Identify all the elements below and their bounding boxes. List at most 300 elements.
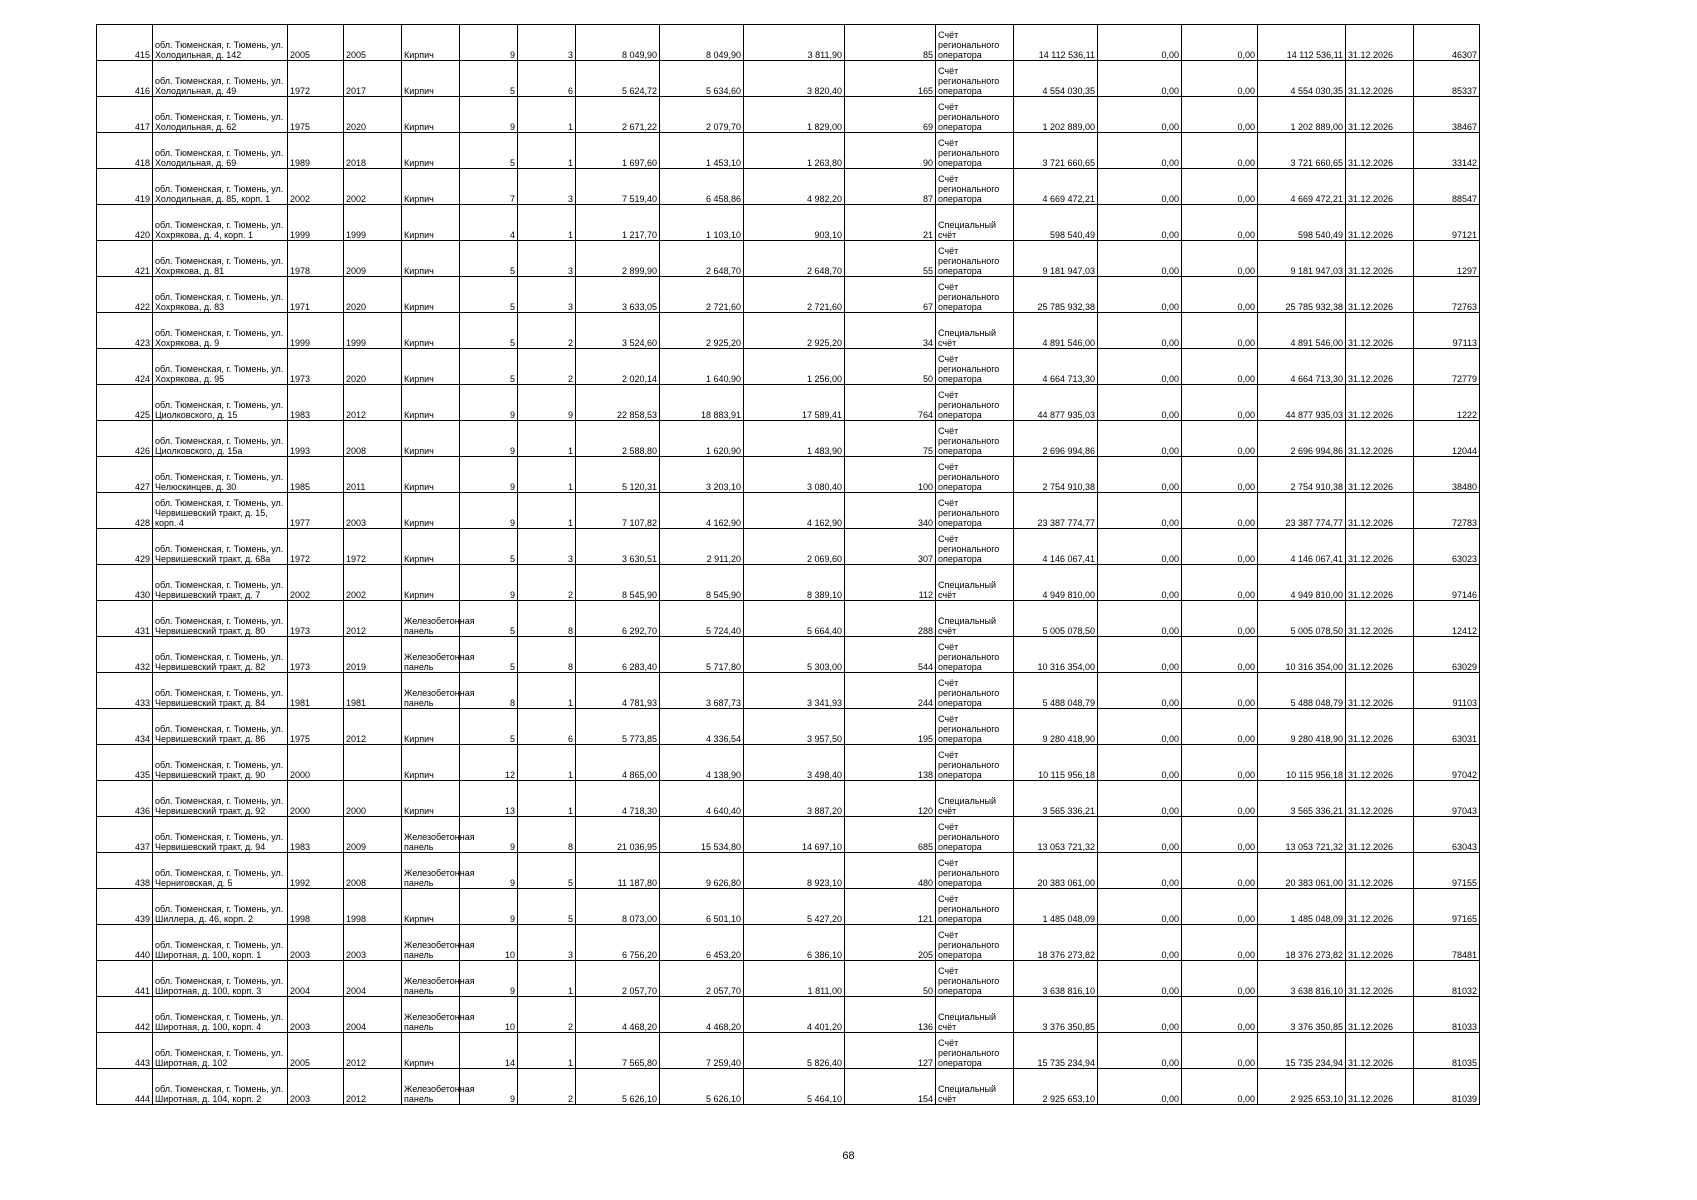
cell-residential-area: 1 640,90	[660, 349, 744, 385]
cell-wall-material: Железобетонная панель	[402, 601, 460, 637]
cell-owner-cost: 4 669 472,21	[1258, 169, 1346, 205]
cell-floors: 5	[460, 349, 518, 385]
cell-fund-method: Счёт регионального оператора	[936, 889, 1014, 925]
cell-wall-material: Кирпич	[402, 169, 460, 205]
table-row	[97, 1069, 1480, 1105]
cell-wall-material: Железобетонная панель	[402, 637, 460, 673]
cell-entrances: 3	[518, 277, 576, 313]
cell-floors: 12	[460, 745, 518, 781]
cell-reconstruction-year: 1998	[344, 889, 402, 925]
table-row	[97, 313, 1480, 349]
table-row	[97, 1033, 1480, 1069]
table-row	[97, 205, 1480, 241]
cell-residents: 244	[845, 673, 936, 709]
cell-total-area: 4 468,20	[576, 997, 660, 1033]
cell-build-year: 1975	[288, 97, 344, 133]
cell-floors: 9	[460, 817, 518, 853]
cell-fund-method: Счёт регионального оператора	[936, 241, 1014, 277]
cell-owner-area: 3 811,90	[744, 25, 845, 61]
cell-build-year: 1973	[288, 637, 344, 673]
cell-regional-cost: 0,00	[1182, 961, 1258, 997]
cell-owner-cost: 598 540,49	[1258, 205, 1346, 241]
cell-build-year: 2005	[288, 1033, 344, 1069]
cell-federal-cost: 0,00	[1098, 421, 1182, 457]
cell-residents: 85	[845, 25, 936, 61]
cell-regional-cost: 0,00	[1182, 673, 1258, 709]
cell-wall-material: Железобетонная панель	[402, 673, 460, 709]
cell-address: обл. Тюменская, г. Тюмень, ул. Хохрякова, д. 83	[153, 277, 288, 313]
cell-total-area: 8 545,90	[576, 565, 660, 601]
cell-build-year: 1983	[288, 817, 344, 853]
cell-fund-method: Специальный счёт	[936, 205, 1014, 241]
cell-entrances: 1	[518, 457, 576, 493]
cell-reconstruction-year: 2003	[344, 925, 402, 961]
cell-row-number: 439	[97, 889, 153, 925]
table-row	[97, 637, 1480, 673]
cell-regional-cost: 0,00	[1182, 133, 1258, 169]
cell-row-number: 434	[97, 709, 153, 745]
cell-fund-method: Счёт регионального оператора	[936, 637, 1014, 673]
cell-regional-cost: 0,00	[1182, 25, 1258, 61]
cell-reconstruction-year: 2017	[344, 61, 402, 97]
cell-row-number: 437	[97, 817, 153, 853]
cell-floors: 5	[460, 601, 518, 637]
cell-entrances: 3	[518, 169, 576, 205]
cell-federal-cost: 0,00	[1098, 961, 1182, 997]
cell-reconstruction-year: 2012	[344, 709, 402, 745]
cell-house-code: 97113	[1414, 313, 1480, 349]
cell-entrances: 1	[518, 205, 576, 241]
cell-fund-method: Специальный счёт	[936, 565, 1014, 601]
cell-build-year: 2004	[288, 961, 344, 997]
cell-federal-cost: 0,00	[1098, 889, 1182, 925]
cell-entrances: 1	[518, 97, 576, 133]
cell-deadline: 31.12.2026	[1346, 961, 1414, 997]
cell-regional-cost: 0,00	[1182, 97, 1258, 133]
cell-address: обл. Тюменская, г. Тюмень, ул. Червишевский тракт, д. 84	[153, 673, 288, 709]
cell-house-code: 97043	[1414, 781, 1480, 817]
cell-federal-cost: 0,00	[1098, 313, 1182, 349]
cell-deadline: 31.12.2026	[1346, 817, 1414, 853]
cell-fund-method: Счёт регионального оператора	[936, 1033, 1014, 1069]
table-row	[97, 61, 1480, 97]
cell-owner-area: 3 341,93	[744, 673, 845, 709]
cell-reconstruction-year	[344, 745, 402, 781]
cell-residential-area: 5 634,60	[660, 61, 744, 97]
cell-owner-area: 5 664,40	[744, 601, 845, 637]
cell-total-area: 6 283,40	[576, 637, 660, 673]
cell-entrances: 8	[518, 601, 576, 637]
cell-reconstruction-year: 2012	[344, 601, 402, 637]
cell-row-number: 427	[97, 457, 153, 493]
cell-house-code: 38467	[1414, 97, 1480, 133]
cell-address: обл. Тюменская, г. Тюмень, ул. Червишевский тракт, д. 15, корп. 4	[153, 493, 288, 529]
cell-regional-cost: 0,00	[1182, 61, 1258, 97]
cell-build-year: 1993	[288, 421, 344, 457]
cell-reconstruction-year: 2019	[344, 637, 402, 673]
cell-house-code: 63043	[1414, 817, 1480, 853]
cell-federal-cost: 0,00	[1098, 61, 1182, 97]
cell-house-code: 81039	[1414, 1069, 1480, 1105]
cell-owner-cost: 5 005 078,50	[1258, 601, 1346, 637]
cell-total-cost: 15 735 234,94	[1014, 1033, 1098, 1069]
cell-address: обл. Тюменская, г. Тюмень, ул. Холодильная, д. 69	[153, 133, 288, 169]
cell-wall-material: Кирпич	[402, 529, 460, 565]
cell-build-year: 1998	[288, 889, 344, 925]
cell-total-cost: 2 696 994,86	[1014, 421, 1098, 457]
cell-build-year: 1999	[288, 313, 344, 349]
table-body	[97, 25, 1480, 1105]
cell-owner-area: 3 080,40	[744, 457, 845, 493]
cell-residents: 127	[845, 1033, 936, 1069]
cell-owner-cost: 4 554 030,35	[1258, 61, 1346, 97]
cell-entrances: 5	[518, 853, 576, 889]
cell-total-area: 4 718,30	[576, 781, 660, 817]
cell-wall-material: Кирпич	[402, 421, 460, 457]
cell-row-number: 441	[97, 961, 153, 997]
cell-total-cost: 4 554 030,35	[1014, 61, 1098, 97]
cell-deadline: 31.12.2026	[1346, 61, 1414, 97]
cell-fund-method: Счёт регионального оператора	[936, 961, 1014, 997]
table-row	[97, 709, 1480, 745]
cell-total-area: 1 217,70	[576, 205, 660, 241]
cell-owner-cost: 14 112 536,11	[1258, 25, 1346, 61]
cell-fund-method: Счёт регионального оператора	[936, 277, 1014, 313]
cell-residents: 195	[845, 709, 936, 745]
cell-row-number: 415	[97, 25, 153, 61]
cell-residential-area: 4 138,90	[660, 745, 744, 781]
cell-total-cost: 3 376 350,85	[1014, 997, 1098, 1033]
cell-reconstruction-year: 2008	[344, 853, 402, 889]
cell-residential-area: 8 049,90	[660, 25, 744, 61]
cell-regional-cost: 0,00	[1182, 529, 1258, 565]
cell-house-code: 88547	[1414, 169, 1480, 205]
cell-floors: 9	[460, 1069, 518, 1105]
cell-fund-method: Счёт регионального оператора	[936, 493, 1014, 529]
cell-wall-material: Кирпич	[402, 97, 460, 133]
cell-build-year: 2000	[288, 781, 344, 817]
cell-residents: 138	[845, 745, 936, 781]
cell-total-area: 1 697,60	[576, 133, 660, 169]
cell-build-year: 1978	[288, 241, 344, 277]
cell-federal-cost: 0,00	[1098, 601, 1182, 637]
cell-deadline: 31.12.2026	[1346, 889, 1414, 925]
cell-owner-cost: 4 664 713,30	[1258, 349, 1346, 385]
cell-entrances: 8	[518, 817, 576, 853]
page-number: 68	[842, 1150, 855, 1162]
cell-address: обл. Тюменская, г. Тюмень, ул. Хохрякова, д. 81	[153, 241, 288, 277]
cell-reconstruction-year: 2009	[344, 817, 402, 853]
cell-federal-cost: 0,00	[1098, 169, 1182, 205]
cell-residents: 75	[845, 421, 936, 457]
cell-build-year: 1972	[288, 529, 344, 565]
cell-house-code: 78481	[1414, 925, 1480, 961]
cell-row-number: 435	[97, 745, 153, 781]
cell-entrances: 9	[518, 385, 576, 421]
table-row	[97, 817, 1480, 853]
cell-fund-method: Счёт регионального оператора	[936, 97, 1014, 133]
cell-owner-area: 5 826,40	[744, 1033, 845, 1069]
housing-registry-table	[96, 24, 1480, 1105]
cell-owner-cost: 9 181 947,03	[1258, 241, 1346, 277]
cell-deadline: 31.12.2026	[1346, 97, 1414, 133]
cell-fund-method: Счёт регионального оператора	[936, 529, 1014, 565]
cell-deadline: 31.12.2026	[1346, 133, 1414, 169]
cell-residents: 21	[845, 205, 936, 241]
table-row	[97, 925, 1480, 961]
cell-total-cost: 4 664 713,30	[1014, 349, 1098, 385]
cell-owner-cost: 3 721 660,65	[1258, 133, 1346, 169]
cell-owner-area: 1 263,80	[744, 133, 845, 169]
cell-residential-area: 5 626,10	[660, 1069, 744, 1105]
cell-total-area: 8 073,00	[576, 889, 660, 925]
cell-total-area: 2 057,70	[576, 961, 660, 997]
cell-house-code: 12412	[1414, 601, 1480, 637]
cell-floors: 5	[460, 277, 518, 313]
cell-deadline: 31.12.2026	[1346, 997, 1414, 1033]
cell-total-area: 22 858,53	[576, 385, 660, 421]
cell-owner-area: 4 162,90	[744, 493, 845, 529]
cell-residential-area: 1 103,10	[660, 205, 744, 241]
cell-reconstruction-year: 2002	[344, 169, 402, 205]
cell-total-cost: 3 565 336,21	[1014, 781, 1098, 817]
cell-wall-material: Кирпич	[402, 205, 460, 241]
cell-row-number: 438	[97, 853, 153, 889]
cell-total-cost: 1 202 889,00	[1014, 97, 1098, 133]
cell-floors: 5	[460, 637, 518, 673]
cell-entrances: 1	[518, 961, 576, 997]
cell-house-code: 97155	[1414, 853, 1480, 889]
cell-deadline: 31.12.2026	[1346, 781, 1414, 817]
cell-address: обл. Тюменская, г. Тюмень, ул. Холодильная, д. 85, корп. 1	[153, 169, 288, 205]
cell-owner-area: 5 427,20	[744, 889, 845, 925]
cell-reconstruction-year: 1999	[344, 313, 402, 349]
cell-wall-material: Кирпич	[402, 25, 460, 61]
cell-residents: 340	[845, 493, 936, 529]
cell-address: обл. Тюменская, г. Тюмень, ул. Холодильная, д. 142	[153, 25, 288, 61]
cell-address: обл. Тюменская, г. Тюмень, ул. Червишевский тракт, д. 82	[153, 637, 288, 673]
cell-reconstruction-year: 2009	[344, 241, 402, 277]
cell-residents: 50	[845, 961, 936, 997]
cell-fund-method: Специальный счёт	[936, 601, 1014, 637]
cell-residential-area: 1 453,10	[660, 133, 744, 169]
cell-floors: 5	[460, 133, 518, 169]
cell-fund-method: Счёт регионального оператора	[936, 385, 1014, 421]
cell-address: обл. Тюменская, г. Тюмень, ул. Хохрякова, д. 95	[153, 349, 288, 385]
cell-build-year: 2003	[288, 1069, 344, 1105]
cell-floors: 5	[460, 529, 518, 565]
cell-build-year: 1992	[288, 853, 344, 889]
cell-residential-area: 5 717,80	[660, 637, 744, 673]
cell-owner-cost: 20 383 061,00	[1258, 853, 1346, 889]
cell-owner-area: 14 697,10	[744, 817, 845, 853]
cell-residential-area: 2 648,70	[660, 241, 744, 277]
cell-wall-material: Железобетонная панель	[402, 1069, 460, 1105]
cell-federal-cost: 0,00	[1098, 493, 1182, 529]
cell-build-year: 1973	[288, 349, 344, 385]
cell-reconstruction-year: 2004	[344, 997, 402, 1033]
cell-regional-cost: 0,00	[1182, 169, 1258, 205]
table-row	[97, 349, 1480, 385]
cell-owner-cost: 13 053 721,32	[1258, 817, 1346, 853]
cell-total-area: 5 624,72	[576, 61, 660, 97]
table-row	[97, 385, 1480, 421]
cell-residential-area: 1 620,90	[660, 421, 744, 457]
cell-deadline: 31.12.2026	[1346, 349, 1414, 385]
cell-total-cost: 4 949 810,00	[1014, 565, 1098, 601]
cell-build-year: 1983	[288, 385, 344, 421]
cell-federal-cost: 0,00	[1098, 277, 1182, 313]
cell-build-year: 2003	[288, 997, 344, 1033]
cell-total-area: 3 633,05	[576, 277, 660, 313]
cell-regional-cost: 0,00	[1182, 277, 1258, 313]
cell-entrances: 8	[518, 637, 576, 673]
cell-address: обл. Тюменская, г. Тюмень, ул. Холодильная, д. 49	[153, 61, 288, 97]
cell-regional-cost: 0,00	[1182, 889, 1258, 925]
cell-deadline: 31.12.2026	[1346, 637, 1414, 673]
cell-build-year: 1989	[288, 133, 344, 169]
table-row	[97, 997, 1480, 1033]
cell-residents: 165	[845, 61, 936, 97]
cell-house-code: 97121	[1414, 205, 1480, 241]
table-row	[97, 601, 1480, 637]
cell-reconstruction-year: 2012	[344, 1033, 402, 1069]
cell-owner-cost: 4 949 810,00	[1258, 565, 1346, 601]
cell-federal-cost: 0,00	[1098, 385, 1182, 421]
cell-wall-material: Железобетонная панель	[402, 925, 460, 961]
cell-fund-method: Счёт регионального оператора	[936, 349, 1014, 385]
cell-total-area: 4 865,00	[576, 745, 660, 781]
cell-row-number: 428	[97, 493, 153, 529]
cell-row-number: 416	[97, 61, 153, 97]
cell-deadline: 31.12.2026	[1346, 25, 1414, 61]
cell-build-year: 2000	[288, 745, 344, 781]
cell-floors: 9	[460, 97, 518, 133]
cell-regional-cost: 0,00	[1182, 997, 1258, 1033]
cell-total-cost: 4 146 067,41	[1014, 529, 1098, 565]
cell-wall-material: Кирпич	[402, 493, 460, 529]
cell-owner-area: 1 256,00	[744, 349, 845, 385]
cell-federal-cost: 0,00	[1098, 529, 1182, 565]
cell-federal-cost: 0,00	[1098, 133, 1182, 169]
cell-deadline: 31.12.2026	[1346, 565, 1414, 601]
cell-fund-method: Счёт регионального оператора	[936, 853, 1014, 889]
cell-wall-material: Кирпич	[402, 277, 460, 313]
cell-build-year: 1999	[288, 205, 344, 241]
cell-row-number: 419	[97, 169, 153, 205]
cell-entrances: 5	[518, 889, 576, 925]
cell-house-code: 1297	[1414, 241, 1480, 277]
cell-owner-area: 1 811,00	[744, 961, 845, 997]
cell-address: обл. Тюменская, г. Тюмень, ул. Черниговская, д. 5	[153, 853, 288, 889]
cell-deadline: 31.12.2026	[1346, 241, 1414, 277]
cell-total-cost: 23 387 774,77	[1014, 493, 1098, 529]
cell-fund-method: Счёт регионального оператора	[936, 169, 1014, 205]
cell-owner-cost: 2 925 653,10	[1258, 1069, 1346, 1105]
cell-floors: 7	[460, 169, 518, 205]
cell-build-year: 1975	[288, 709, 344, 745]
cell-residents: 136	[845, 997, 936, 1033]
cell-address: обл. Тюменская, г. Тюмень, ул. Широтная, д. 100, корп. 3	[153, 961, 288, 997]
cell-row-number: 426	[97, 421, 153, 457]
cell-reconstruction-year: 2012	[344, 385, 402, 421]
table-row	[97, 169, 1480, 205]
cell-build-year: 2003	[288, 925, 344, 961]
cell-total-area: 3 630,51	[576, 529, 660, 565]
cell-owner-area: 903,10	[744, 205, 845, 241]
cell-house-code: 72763	[1414, 277, 1480, 313]
cell-fund-method: Счёт регионального оператора	[936, 61, 1014, 97]
cell-address: обл. Тюменская, г. Тюмень, ул. Циолковского, д. 15	[153, 385, 288, 421]
cell-regional-cost: 0,00	[1182, 853, 1258, 889]
cell-federal-cost: 0,00	[1098, 349, 1182, 385]
cell-floors: 10	[460, 925, 518, 961]
cell-reconstruction-year: 2008	[344, 421, 402, 457]
cell-reconstruction-year: 2002	[344, 565, 402, 601]
cell-owner-area: 17 589,41	[744, 385, 845, 421]
cell-row-number: 430	[97, 565, 153, 601]
table-row	[97, 133, 1480, 169]
cell-total-cost: 10 316 354,00	[1014, 637, 1098, 673]
cell-fund-method: Счёт регионального оператора	[936, 25, 1014, 61]
cell-house-code: 63029	[1414, 637, 1480, 673]
cell-federal-cost: 0,00	[1098, 205, 1182, 241]
cell-floors: 9	[460, 493, 518, 529]
cell-total-cost: 3 638 816,10	[1014, 961, 1098, 997]
cell-address: обл. Тюменская, г. Тюмень, ул. Червишевский тракт, д. 90	[153, 745, 288, 781]
cell-residents: 87	[845, 169, 936, 205]
table-row	[97, 853, 1480, 889]
cell-reconstruction-year: 2003	[344, 493, 402, 529]
cell-total-area: 3 524,60	[576, 313, 660, 349]
cell-total-area: 2 899,90	[576, 241, 660, 277]
cell-fund-method: Счёт регионального оператора	[936, 925, 1014, 961]
cell-entrances: 1	[518, 781, 576, 817]
cell-floors: 5	[460, 61, 518, 97]
cell-regional-cost: 0,00	[1182, 241, 1258, 277]
cell-fund-method: Счёт регионального оператора	[936, 745, 1014, 781]
cell-house-code: 97165	[1414, 889, 1480, 925]
cell-total-cost: 4 669 472,21	[1014, 169, 1098, 205]
cell-owner-area: 2 069,60	[744, 529, 845, 565]
cell-residential-area: 2 057,70	[660, 961, 744, 997]
cell-deadline: 31.12.2026	[1346, 1069, 1414, 1105]
cell-owner-cost: 23 387 774,77	[1258, 493, 1346, 529]
cell-wall-material: Кирпич	[402, 385, 460, 421]
cell-residents: 69	[845, 97, 936, 133]
cell-address: обл. Тюменская, г. Тюмень, ул. Хохрякова, д. 4, корп. 1	[153, 205, 288, 241]
cell-house-code: 72779	[1414, 349, 1480, 385]
cell-address: обл. Тюменская, г. Тюмень, ул. Широтная, д. 102	[153, 1033, 288, 1069]
cell-reconstruction-year: 2018	[344, 133, 402, 169]
cell-reconstruction-year: 1999	[344, 205, 402, 241]
cell-total-cost: 3 721 660,65	[1014, 133, 1098, 169]
cell-floors: 13	[460, 781, 518, 817]
cell-regional-cost: 0,00	[1182, 421, 1258, 457]
table-row	[97, 241, 1480, 277]
cell-address: обл. Тюменская, г. Тюмень, ул. Червишевский тракт, д. 94	[153, 817, 288, 853]
cell-residential-area: 6 501,10	[660, 889, 744, 925]
cell-deadline: 31.12.2026	[1346, 529, 1414, 565]
cell-federal-cost: 0,00	[1098, 997, 1182, 1033]
cell-entrances: 1	[518, 133, 576, 169]
cell-deadline: 31.12.2026	[1346, 385, 1414, 421]
table-row	[97, 529, 1480, 565]
cell-total-cost: 18 376 273,82	[1014, 925, 1098, 961]
cell-address: обл. Тюменская, г. Тюмень, ул. Холодильная, д. 62	[153, 97, 288, 133]
cell-entrances: 2	[518, 313, 576, 349]
cell-deadline: 31.12.2026	[1346, 925, 1414, 961]
